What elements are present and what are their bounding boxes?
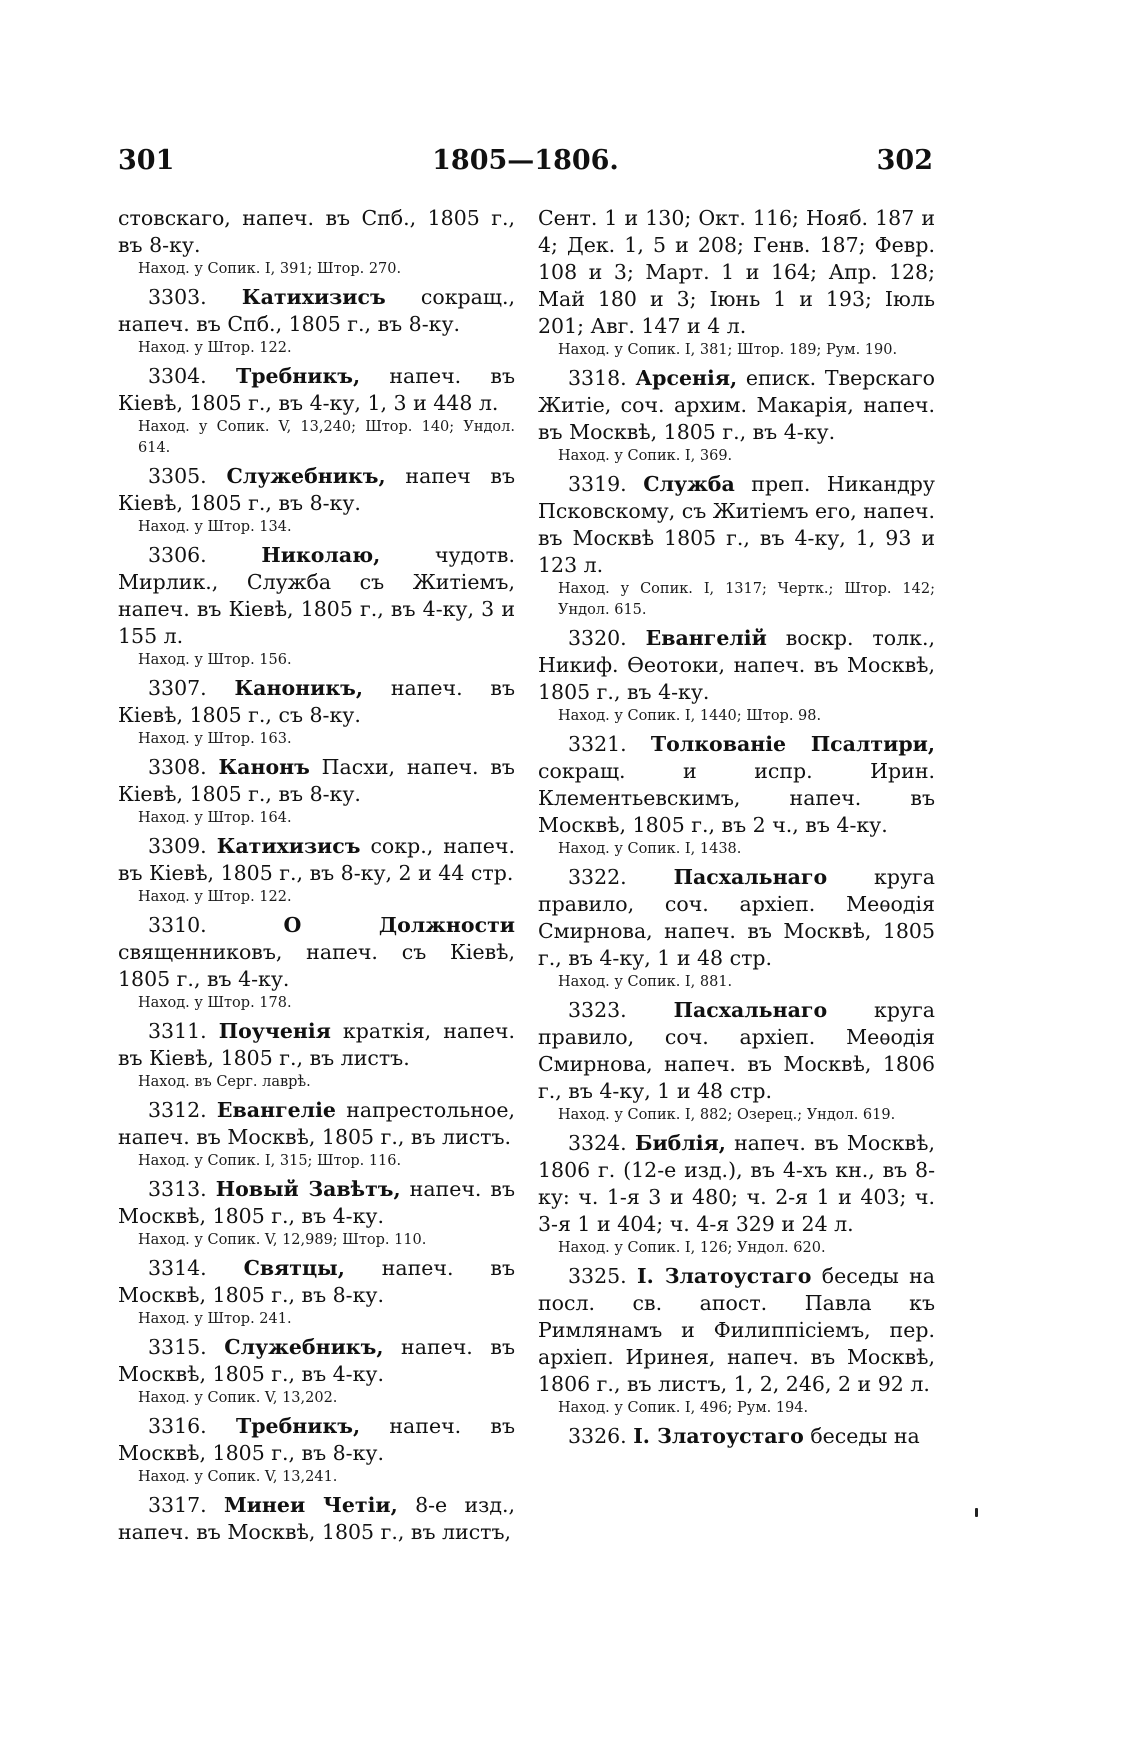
entry-title: Катихизисъ: [241, 285, 386, 309]
catalog-entry: [538, 1130, 935, 1259]
catalog-entry: [538, 997, 935, 1126]
entry-text: [118, 284, 515, 338]
entry-text: [118, 833, 515, 887]
holdings-note: Наход. у Сопик. I, 315; Штор. 116.: [138, 1153, 402, 1169]
catalog-entry: [118, 1492, 515, 1546]
entry-title: Евангеліе: [216, 1098, 336, 1122]
entry-description: напеч. въ Москвѣ, 1805 г., въ 8-ку.: [118, 1414, 515, 1465]
entry-description: Пасхи, напеч. въ Кіевѣ, 1805 г., въ 8-ку.: [118, 755, 515, 806]
holdings-note: Наход. у Штор. 134.: [138, 519, 292, 535]
entry-number: 3304.: [148, 364, 207, 388]
entry-number: 3315.: [148, 1335, 207, 1359]
entry-number: 3311.: [148, 1019, 207, 1043]
entry-number: 3307.: [148, 676, 207, 700]
entry-text: [118, 205, 515, 259]
holdings-note: Наход. у Штор. 164.: [138, 810, 292, 826]
entry-number: 3314.: [148, 1256, 207, 1280]
entry-title: Служба: [643, 472, 735, 496]
entry-number: 3317.: [148, 1493, 207, 1517]
holdings-note: Наход. въ Серг. лаврѣ.: [138, 1074, 311, 1090]
entry-text: [538, 471, 935, 579]
entry-text: [538, 1130, 935, 1238]
entry-number: 3312.: [148, 1098, 207, 1122]
entry-description: напеч. въ Москвѣ, 1806 г. (12-е изд.), въ 4-хъ кн., въ 8-ку: ч. 1-я 3 и 480; ч. 2-я 1 и 403; ч. 3-я 1 и 404; ч. 4-я 329 и 24 л.: [538, 1131, 935, 1236]
entry-title: Требникъ,: [235, 1414, 361, 1438]
holdings-note: Наход. у Сопик. I, 496; Рум. 194.: [558, 1400, 809, 1416]
entry-text: [538, 1263, 935, 1398]
entry-description: сокращ., напеч. въ Спб., 1805 г., въ 8-ку.: [118, 285, 515, 336]
entry-number: 3308.: [148, 755, 207, 779]
entry-description: напеч. въ Кіевѣ, 1805 г., въ 4-ку, 1, 3 и 448 л.: [118, 364, 515, 415]
entry-title: Арсенія,: [635, 366, 738, 390]
holdings-note: Наход. у Сопик. V, 13,240; Штор. 140; Ундол. 614.: [138, 419, 515, 456]
entry-number: 3316.: [148, 1414, 207, 1438]
entry-description: преп. Никандру Псковскому, съ Житіемъ его, напеч. въ Москвѣ 1805 г., въ 4-ку, 1, 93 и 123 л.: [538, 472, 935, 577]
holdings-note: Наход. у Штор. 122.: [138, 889, 292, 905]
entry-title: Поученія: [218, 1019, 331, 1043]
entry-number: 3321.: [568, 732, 627, 756]
entry-description: Сент. 1 и 130; Окт. 116; Нояб. 187 и 4; Дек. 1, 5 и 208; Генв. 187; Февр. 108 и 3; Март. 1 и 164; Апр. 128; Май 180 и 3; Іюнь 1 и 193; Іюль 201; Авг. 147 и 4 л.: [538, 206, 935, 338]
page-number-left: 301: [118, 145, 175, 176]
catalog-entry: [538, 625, 935, 727]
holdings-note: Наход. у Штор. 178.: [138, 995, 292, 1011]
catalog-entry: [538, 731, 935, 860]
catalog-entry: [118, 1255, 515, 1330]
entry-description: воскр. толк., Никиф. Ѳеотоки, напеч. въ Москвѣ, 1805 г., въ 4-ку.: [538, 626, 935, 704]
entry-title: Святцы,: [243, 1256, 345, 1280]
entry-text: [538, 205, 935, 340]
holdings-note: Наход. у Сопик. V, 13,202.: [138, 1390, 338, 1406]
holdings-note: Наход. у Штор. 241.: [138, 1311, 292, 1327]
holdings-note: Наход. у Сопик. I, 1440; Штор. 98.: [558, 708, 822, 724]
catalog-entry: [118, 1018, 515, 1093]
entry-text: [118, 542, 515, 650]
catalog-entry: [118, 205, 515, 280]
catalog-entry: [118, 833, 515, 908]
entry-title: Служебникъ,: [226, 464, 386, 488]
catalog-entry: [538, 471, 935, 621]
entry-text: [538, 365, 935, 446]
entry-text: [118, 1176, 515, 1230]
entry-description: напеч въ Кіевѣ, 1805 г., въ 8-ку.: [118, 464, 515, 515]
entry-description: краткія, напеч. въ Кіевѣ, 1805 г., въ листъ.: [118, 1019, 515, 1070]
entry-title: Служебникъ,: [224, 1335, 384, 1359]
entry-text: [538, 864, 935, 972]
holdings-note: Наход. у Сопик. I, 1438.: [558, 841, 742, 857]
entry-description: напрестольное, напеч. въ Москвѣ, 1805 г., въ листъ.: [118, 1098, 515, 1149]
print-speck: [975, 1508, 978, 1517]
catalog-entry: [118, 1413, 515, 1488]
entry-text: [118, 1492, 515, 1546]
entry-description: священниковъ, напеч. съ Кіевѣ, 1805 г., въ 4-ку.: [118, 940, 515, 991]
entry-description: напеч. въ Москвѣ, 1805 г., въ 4-ку.: [118, 1335, 515, 1386]
left-column: [118, 205, 515, 1550]
entry-title: Пасхальнаго: [673, 865, 828, 889]
entry-description: круга правило, соч. архіеп. Меѳодія Смирнова, напеч. въ Москвѣ, 1806 г., въ 4-ку, 1 и 48 стр.: [538, 998, 935, 1103]
entry-description: круга правило, соч. архіеп. Меѳодія Смирнова, напеч. въ Москвѣ, 1805 г., въ 4-ку, 1 и 48 стр.: [538, 865, 935, 970]
entry-text: [538, 731, 935, 839]
holdings-note: Наход. у Сопик. I, 126; Ундол. 620.: [558, 1240, 826, 1256]
entry-description: беседы на: [803, 1424, 920, 1448]
entry-number: 3324.: [568, 1131, 627, 1155]
entry-text: [118, 1255, 515, 1309]
entry-title: Николаю,: [261, 543, 381, 567]
entry-title: I. Златоустаго: [637, 1264, 812, 1288]
entry-text: [538, 625, 935, 706]
catalog-entry: [118, 363, 515, 459]
entry-title: Катихизисъ: [216, 834, 361, 858]
entry-title: Канонъ: [218, 755, 310, 779]
entry-title: Пасхальнаго: [673, 998, 828, 1022]
entry-description: напеч. въ Москвѣ, 1805 г., въ 8-ку.: [118, 1256, 515, 1307]
entry-number: 3318.: [568, 366, 627, 390]
entry-text: [118, 1097, 515, 1151]
entry-description: стовскаго, напеч. въ Спб., 1805 г., въ 8-ку.: [118, 206, 515, 257]
entry-text: [118, 1018, 515, 1072]
catalog-entry: [118, 1334, 515, 1409]
catalog-entry: [118, 463, 515, 538]
entry-title: Каноникъ,: [234, 676, 364, 700]
entry-description: сокращ. и испр. Ирин. Клементьевскимъ, напеч. въ Москвѣ, 1805 г., въ 2 ч., въ 4-ку.: [538, 759, 935, 837]
entry-description: напеч. въ Кіевѣ, 1805 г., съ 8-ку.: [118, 676, 515, 727]
catalog-entry: [118, 542, 515, 671]
holdings-note: Наход. у Штор. 156.: [138, 652, 292, 668]
catalog-entry: [538, 365, 935, 467]
entry-title: Библія,: [634, 1131, 726, 1155]
catalog-entry: [118, 1097, 515, 1172]
entry-title: Толкованіе Псалтири,: [650, 732, 935, 756]
entry-number: 3325.: [568, 1264, 627, 1288]
entry-description: беседы на посл. св. апост. Павла къ Римлянамъ и Филиппісіемъ, пер. архіеп. Иринея, напеч. въ Москвѣ, 1806 г., въ листъ, 1, 2, 246, 2 и 92 л.: [538, 1264, 935, 1396]
holdings-note: Наход. у Сопик. I, 1317; Чертк.; Штор. 142; Ундол. 615.: [558, 581, 935, 618]
entry-text: [118, 675, 515, 729]
catalog-entry: [118, 912, 515, 1014]
entry-text: [538, 997, 935, 1105]
holdings-note: Наход. у Сопик. I, 369.: [558, 448, 733, 464]
holdings-note: Наход. у Сопик. I, 882; Озерец.; Ундол. 619.: [558, 1107, 896, 1123]
entry-title: Минеи Четіи,: [224, 1493, 398, 1517]
entry-number: 3309.: [148, 834, 207, 858]
entry-number: 3320.: [568, 626, 627, 650]
catalog-entry: [118, 754, 515, 829]
entry-title: Евангелій: [645, 626, 767, 650]
entry-number: 3313.: [148, 1177, 207, 1201]
entry-title: I. Златоустаго: [633, 1424, 804, 1448]
catalog-entry: [118, 675, 515, 750]
entry-text: [118, 363, 515, 417]
holdings-note: Наход. у Сопик. V, 13,241.: [138, 1469, 338, 1485]
holdings-note: Наход. у Сопик. I, 391; Штор. 270.: [138, 261, 402, 277]
entry-title: О Должности: [283, 913, 515, 937]
entry-number: 3306.: [148, 543, 207, 567]
catalog-entry: [118, 284, 515, 359]
right-column: [538, 205, 935, 1454]
entry-number: 3319.: [568, 472, 627, 496]
holdings-note: Наход. у Сопик. I, 881.: [558, 974, 733, 990]
page-header: [118, 145, 933, 185]
entry-description: сокр., напеч. въ Кіевѣ, 1805 г., въ 8-ку, 2 и 44 стр.: [118, 834, 515, 885]
entry-text: [118, 1334, 515, 1388]
entry-number: 3326.: [568, 1424, 627, 1448]
running-head-years: 1805—1806.: [432, 145, 619, 176]
entry-number: 3322.: [568, 865, 627, 889]
entry-description: еписк. Тверскаго Житіе, соч. архим. Макарія, напеч. въ Москвѣ, 1805 г., въ 4-ку.: [538, 366, 935, 444]
entry-description: напеч. въ Москвѣ, 1805 г., въ 4-ку.: [118, 1177, 515, 1228]
catalog-entry: [538, 864, 935, 993]
page-number-right: 302: [876, 145, 933, 176]
entry-description: чудотв. Мирлик., Служба съ Житіемъ, напеч. въ Кіевѣ, 1805 г., въ 4-ку, 3 и 155 л.: [118, 543, 515, 648]
entry-number: 3323.: [568, 998, 627, 1022]
entry-description: 8-е изд., напеч. въ Москвѣ, 1805 г., въ листъ,: [118, 1493, 515, 1544]
holdings-note: Наход. у Штор. 122.: [138, 340, 292, 356]
entry-text: [118, 1413, 515, 1467]
holdings-note: Наход. у Штор. 163.: [138, 731, 292, 747]
entry-number: 3303.: [148, 285, 207, 309]
holdings-note: Наход. у Сопик. I, 381; Штор. 189; Рум. 190.: [558, 342, 898, 358]
entry-text: [118, 754, 515, 808]
holdings-note: Наход. у Сопик. V, 12,989; Штор. 110.: [138, 1232, 427, 1248]
entry-title: Требникъ,: [235, 364, 361, 388]
entry-number: 3305.: [148, 464, 207, 488]
entry-title: Новый Завѣтъ,: [215, 1177, 401, 1201]
entry-text: [538, 1423, 935, 1450]
catalog-entry: [538, 1423, 935, 1450]
entry-text: [118, 912, 515, 993]
catalog-entry: [538, 1263, 935, 1419]
catalog-entry: [118, 1176, 515, 1251]
catalog-entry: [538, 205, 935, 361]
entry-number: 3310.: [148, 913, 207, 937]
entry-text: [118, 463, 515, 517]
